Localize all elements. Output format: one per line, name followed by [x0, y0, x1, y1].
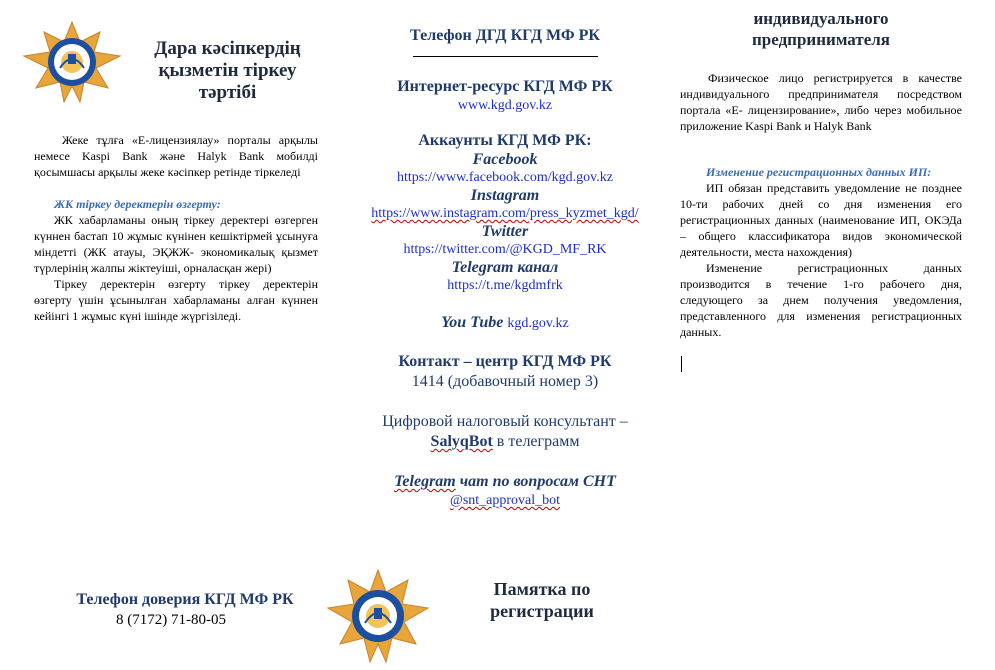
phone-title: Телефон ДГД КГД МФ РК	[410, 27, 600, 44]
panel3-para2: ИП обязан представить уведомление не позднее 10-ти рабочих дней со дня изменения его регистрационных данных (наименование ИП, ОКЭДа – общего классификатора видов экономической деятельности, места нахождения)	[680, 181, 962, 259]
panel1-title-line: қызметін тіркеу	[158, 60, 297, 81]
instagram-label: Instagram	[470, 187, 540, 204]
memo-title-line: регистрации	[490, 601, 594, 621]
twitter-label: Twitter	[481, 223, 529, 240]
panel1-para1: Жеке тұлға «Е-лицензиялау» порталы арқылы немесе Kaspi Bank және Halyk Bank мобилді қосымшасы арқылы жеке кәсіпкер ретінде тіркеледі	[34, 133, 318, 179]
panel3-title-line: индивидуального	[753, 9, 889, 28]
snt-bot-link[interactable]: @snt_approval_bot	[449, 493, 561, 508]
digital-consultant-line: Цифровой налоговый консультант –	[382, 413, 628, 430]
panel3-title-line: предпринимателя	[752, 30, 890, 49]
panel1-title	[135, 38, 320, 104]
snt-telegram-word: Telegram	[394, 473, 456, 490]
youtube-label: You Tube	[441, 314, 504, 331]
memo-title-line: Памятка по	[493, 579, 591, 599]
panel1-para3: Тіркеу деректерін өзгерту тіркеу деректерін өзгерту үшін ұсынылған хабарламаны алған күннен кейінгі 1 жұмыс күні ішінде жүргізіледі.	[34, 277, 318, 323]
panel3-body	[680, 70, 962, 340]
snt-chat-title	[355, 472, 655, 492]
panel1-title-line: Дара кәсіпкердің	[154, 38, 301, 59]
telegram-link[interactable]: https://t.me/kgdmfrk	[447, 278, 563, 293]
text-cursor	[681, 356, 682, 372]
panel3-para1: Физическое лицо регистрируется в качестве индивидуального предпринимателя посредством портала «Е- лицензирование», либо через мобильное приложение Kaspi Bank и Halyk Bank	[680, 71, 962, 133]
facebook-label: Facebook	[472, 151, 538, 168]
panel1-subhead: ЖК тіркеу деректерін өзгерту:	[54, 197, 221, 211]
youtube-row	[355, 313, 655, 334]
panel3-title	[680, 8, 962, 50]
snt-chat-rest: чат по вопросам СНТ	[455, 473, 616, 490]
instagram-link[interactable]: https://www.instagram.com/press_kyzmet_kgd/	[371, 206, 639, 221]
hotline-number: 8 (7172) 71-80-05	[116, 612, 226, 628]
web-title: Интернет-ресурс КГД МФ РК	[397, 78, 613, 95]
kgd-emblem-icon	[16, 20, 128, 104]
digital-consultant-bot-row	[355, 432, 655, 452]
youtube-link[interactable]: kgd.gov.kz	[507, 316, 569, 331]
panel2	[355, 26, 655, 510]
facebook-link[interactable]: https://www.facebook.com/kgd.gov.kz	[397, 170, 613, 185]
salyqbot-name: SalyqBot	[430, 433, 493, 450]
panel1-para2: ЖК хабарламаны оның тіркеу деректері өзгерген күннен бастап 10 жұмыс күнінен кешіктірмей ұсынуға міндетті (ЖК атауы, ЭҚЖЖ- экономикалық қызмет түрлерінің жалпы жіктеуіші, орналасқан жері)	[34, 213, 318, 275]
twitter-link[interactable]: https://twitter.com/@KGD_MF_RK	[403, 242, 607, 257]
panel1-title-line: тәртібі	[198, 82, 257, 103]
panel3-para3: Изменение регистрационных данных производится в течение 1-го рабочего дня, следующего за днем получения уведомления, представленного для изменения регистрационных данных.	[680, 261, 962, 339]
digital-consultant-rest: в телеграмм	[492, 433, 580, 450]
accounts-title: Аккаунты КГД МФ РК:	[418, 132, 592, 149]
telegram-label: Telegram канал	[451, 259, 559, 276]
contact-title: Контакт – центр КГД МФ РК	[398, 353, 612, 370]
hotline-block	[60, 590, 310, 630]
hotline-title: Телефон доверия КГД МФ РК	[76, 591, 294, 608]
panel1-body	[34, 132, 318, 324]
panel3	[680, 8, 962, 340]
memo-title	[462, 578, 622, 622]
contact-number: 1414 (добавочный номер 3)	[411, 373, 599, 390]
phone-blank-line	[413, 56, 598, 57]
kgd-emblem-icon	[322, 568, 434, 664]
panel3-subhead: Изменение регистрационных данных ИП:	[706, 165, 932, 179]
web-link[interactable]: www.kgd.gov.kz	[457, 98, 553, 113]
